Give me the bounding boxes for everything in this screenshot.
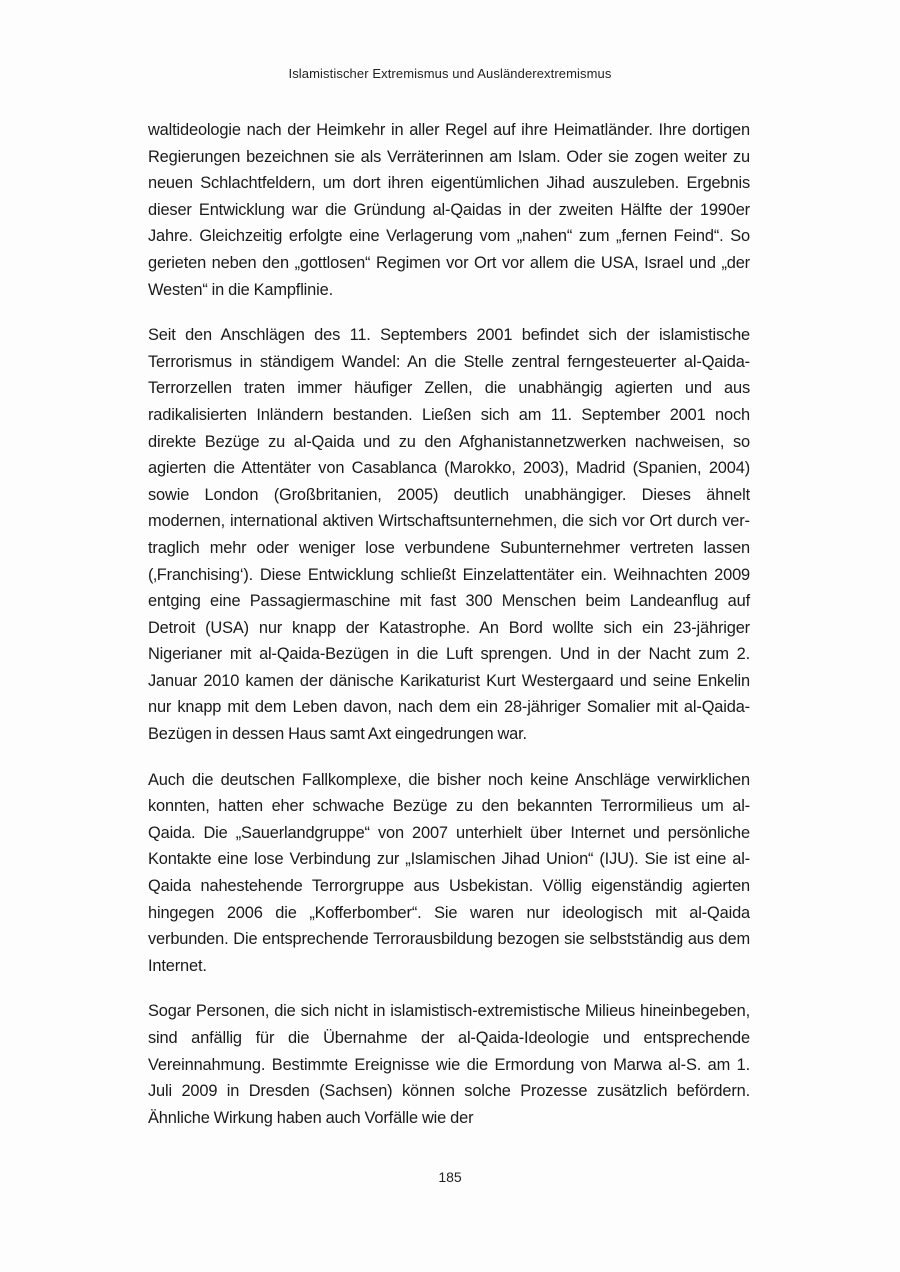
paragraph-3: Auch die deutschen Fallkomplexe, die bisher noch keine Anschläge verwirklichen konnten, hatten eher schwache Bezüge zu den bekannten Terrormilieus um al-Qaida. Die „Sauerlandgruppe“ von 2007 unterhielt über Internet und persönliche Kontakte eine lose Verbindung zur „Islamischen Jihad Union“ (IJU). Sie ist eine al-Qaida nahestehende Terrorgruppe aus Usbekistan. Völlig eigenständig agierten hingegen 2006 die „Kofferbomber“. Sie waren nur ideologisch mit al-Qaida verbunden. Die entsprechende Terrorausbildung bezogen sie selbstständig aus dem Internet. bbox=[148, 770, 750, 975]
paragraph-4: Sogar Personen, die sich nicht in islamistisch-extremistische Milieus hineinbegeben, sind anfällig für die Übernahme der al-Qaida-Ideologie und entsprechende Vereinnahmung. Bestimmte Ereignisse wie die Ermordung von Marwa al-S. am 1. Juli 2009 in Dresden (Sachsen) können solche Prozesse zusätzlich befördern. Ähnliche Wirkung haben auch Vorfälle wie der bbox=[148, 1002, 750, 1127]
paragraph-1: waltideologie nach der Heimkehr in aller Regel auf ihre Heimatländer. Ihre dortigen Regierungen bezeichnen sie als Verräterinnen am Islam. Oder sie zogen weiter zu neuen Schlachtfeldern, um dort ihren eigentümlichen Jihad auszuleben. Ergebnis dieser Entwicklung war die Gründung al-Qaidas in der zweiten Hälfte der 1990er Jahre. Gleichzeitig erfolgte eine Verlagerung vom „nahen“ zum „fernen Feind“. So gerieten neben den „gottlosen“ Regimen vor Ort vor allem die USA, Israel und „der Westen“ in die Kampflinie. bbox=[148, 121, 750, 299]
running-header: Islamistischer Extremismus und Ausländerextremismus bbox=[288, 66, 612, 81]
paragraph-2: Seit den Anschlägen des 11. Septembers 2001 befindet sich der islamistische Terrorismus in ständigem Wandel: An die Stelle zentral ferngesteuerter al-Qaida-Terrorzellen traten immer häufiger Zellen, die unabhängig agierten und aus radikalisierten Inländern bestanden. Ließen sich am 11. September 2001 noch direkte Bezüge zu al-Qaida und zu den Afghanistannetzwerken nachweisen, so agierten die Attentäter von Casablanca (Marokko, 2003), Madrid (Spanien, 2004) sowie London (Großbritanien, 2005) deutlich unabhängiger. Dieses ähnelt modernen, international aktiven Wirtschaftsunternehmen, die sich vor Ort durch vertraglich mehr oder weniger lose verbundene Subunternehmer vertreten lassen (‚Franchising‘). Diese Entwicklung schließt Einzelattentäter ein. Weihnachten 2009 entging eine Passagiermaschine mit fast 300 Menschen beim Landeanflug auf Detroit (USA) nur knapp der Katastrophe. An Bord wollte sich ein 23-jähriger Nigerianer mit al-Qaida-Bezügen in die Luft sprengen. Und in der Nacht zum 2. Januar 2010 kamen der dänische Karikaturist Kurt Westergaard und seine Enkelin nur knapp mit dem Leben davon, nach dem ein 28-jähriger Somalier mit al-Qaida-Bezügen in dessen Haus samt Axt eingedrungen war. bbox=[148, 326, 750, 744]
page-number: 185 bbox=[438, 1169, 462, 1185]
body-text bbox=[148, 117, 750, 1150]
